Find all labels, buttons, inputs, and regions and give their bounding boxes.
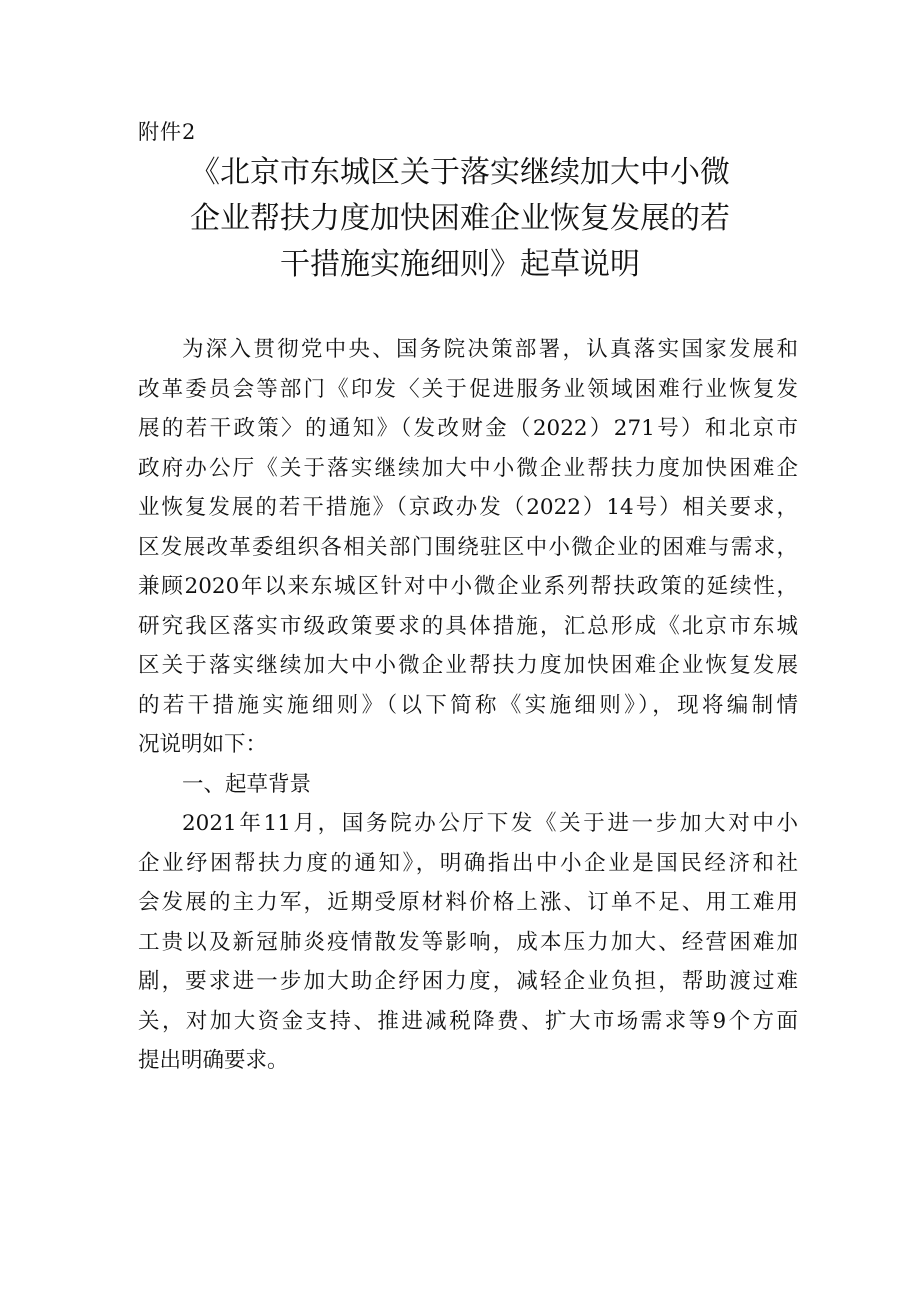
body-line: 业恢复发展的若干措施》（京政办发（2022）14号）相关要求， (138, 495, 798, 520)
body-line: 区发展改革委组织各相关部门围绕驻区中小微企业的困难与需求， (138, 534, 798, 560)
title-line: 干措施实施细则》起草说明 (280, 247, 640, 282)
body-line: 剧，要求进一步加大助企纾困力度，减轻企业负担，帮助渡过难 (138, 969, 798, 994)
body-line: 关，对加大资金支持、推进减税降费、扩大市场需求等9个方面 (138, 1008, 798, 1034)
body-line: 改革委员会等部门《印发〈关于促进服务业领域困难行业恢复发 (138, 376, 798, 402)
body-line: 为深入贯彻党中央、国务院决策部署，认真落实国家发展和 (182, 337, 798, 362)
body-line: 企业纾困帮扶力度的通知》，明确指出中小企业是国民经济和社 (138, 850, 798, 876)
body-line: 况说明如下： (138, 732, 268, 757)
body-line: 工贵以及新冠肺炎疫情散发等影响，成本压力加大、经营困难加 (138, 929, 798, 955)
body-line: 2021年11月，国务院办公厅下发《关于进一步加大对中小 (182, 811, 798, 836)
body-line: 区关于落实继续加大中小微企业帮扶力度加快困难企业恢复发展 (138, 653, 798, 678)
body-line: 提出明确要求。 (138, 1048, 289, 1073)
title-line: 企业帮扶力度加快困难企业恢复发展的若 (190, 201, 730, 236)
body-line: 会发展的主力军，近期受原材料价格上涨、订单不足、用工难用 (138, 890, 798, 915)
body-line: 研究我区落实市级政策要求的具体措施，汇总形成《北京市东城 (138, 613, 798, 639)
body-line: 展的若干政策〉的通知》（发改财金（2022）271号）和北京市 (138, 416, 798, 441)
section-heading: 一、起草背景 (182, 771, 312, 797)
attachment-label: 附件2 (138, 120, 197, 144)
body-line: 兼顾2020年以来东城区针对中小微企业系列帮扶政策的延续性， (138, 574, 798, 599)
document-title (60, 150, 860, 288)
body-line: 的若干措施实施细则》（以下简称《实施细则》），现将编制情 (138, 692, 798, 718)
body-line: 政府办公厅《关于落实继续加大中小微企业帮扶力度加快困难企 (138, 455, 798, 481)
document-body (138, 330, 798, 1081)
title-line: 《北京市东城区关于落实继续加大中小微 (190, 155, 730, 190)
